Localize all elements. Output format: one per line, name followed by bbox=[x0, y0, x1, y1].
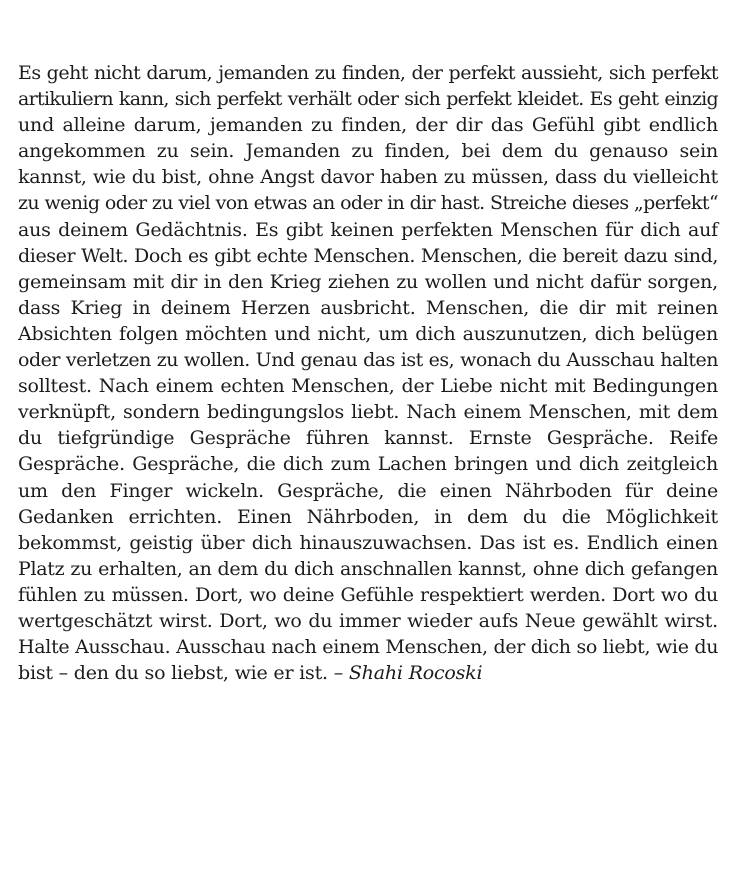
quote-line-15: du tiefgründige Gespräche führen kannst. Ernste Gespräche. Reife bbox=[18, 427, 718, 450]
quote-line-20: Platz zu erhalten, an dem du dich anschnallen kannst, ohne dich gefangen bbox=[18, 557, 718, 580]
quote-text-block bbox=[18, 60, 718, 686]
quote-line-9: gemeinsam mit dir in den Krieg ziehen zu wollen und nicht dafür sorgen, bbox=[18, 270, 718, 293]
quote-line-2: artikuliern kann, sich perfekt verhält oder sich perfekt kleidet. Es geht einzig bbox=[18, 88, 718, 111]
quote-line-16: Gespräche. Gespräche, die dich zum Lachen bringen und dich zeitgleich bbox=[18, 453, 718, 476]
quote-line-3: und alleine darum, jemanden zu finden, der dir das Gefühl gibt endlich bbox=[18, 114, 718, 137]
quote-line-14: verknüpft, sondern bedingungslos liebt. Nach einem Menschen, mit dem bbox=[18, 401, 718, 424]
quote-line-4: angekommen zu sein. Jemanden zu finden, bei dem du genauso sein bbox=[18, 140, 718, 163]
quote-line-11: Absichten folgen möchten und nicht, um dich auszunutzen, dich belügen bbox=[18, 322, 718, 345]
quote-line-5: kannst, wie du bist, ohne Angst davor haben zu müssen, dass du vielleicht bbox=[18, 166, 718, 189]
quote-line-12: oder verletzen zu wollen. Und genau das ist es, wonach du Ausschau halten bbox=[18, 349, 718, 372]
quote-line-19: bekommst, geistig über dich hinauszuwachsen. Das ist es. Endlich einen bbox=[18, 531, 718, 554]
quote-line-24 bbox=[18, 660, 718, 686]
quote-line-8: dieser Welt. Doch es gibt echte Menschen. Menschen, die bereit dazu sind, bbox=[18, 244, 718, 267]
quote-line-1: Es geht nicht darum, jemanden zu finden, der perfekt aussieht, sich perfekt bbox=[18, 62, 718, 84]
quote-line-18: Gedanken errichten. Einen Nährboden, in dem du die Möglichkeit bbox=[18, 505, 718, 528]
quote-author: Shahi Rocoski bbox=[348, 662, 483, 685]
quote-line-17: um den Finger wickeln. Gespräche, die einen Nährboden für deine bbox=[18, 479, 718, 502]
quote-line-13: solltest. Nach einem echten Menschen, der Liebe nicht mit Bedingungen bbox=[18, 375, 718, 398]
quote-line-23: Halte Ausschau. Ausschau nach einem Menschen, der dich so liebt, wie du bbox=[18, 636, 719, 659]
quote-line-7: aus deinem Gedächtnis. Es gibt keinen perfekten Menschen für dich auf bbox=[18, 218, 718, 241]
quote-line-22: wertgeschätzt wirst. Dort, wo du immer wieder aufs Neue gewählt wirst. bbox=[18, 609, 718, 632]
quote-last-line-text: bist – den du so liebst, wie er ist. – bbox=[18, 662, 349, 685]
quote-line-21: fühlen zu müssen. Dort, wo deine Gefühle respektiert werden. Dort wo du bbox=[18, 583, 718, 606]
quote-line-10: dass Krieg in deinem Herzen ausbricht. Menschen, die dir mit reinen bbox=[18, 296, 718, 319]
quote-line-6: zu wenig oder zu viel von etwas an oder in dir hast. Streiche dieses „perfekt“ bbox=[18, 192, 718, 215]
